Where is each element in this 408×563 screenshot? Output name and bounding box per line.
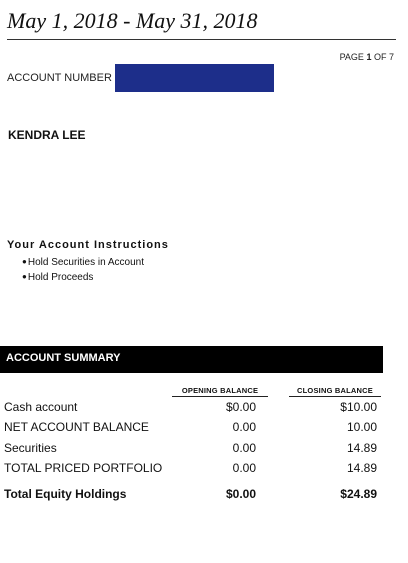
row-label: Total Equity Holdings [4, 487, 127, 501]
header-divider [7, 39, 396, 40]
opening-header-underline [172, 396, 268, 397]
summary-row-securities [0, 441, 408, 459]
page-of: OF [373, 52, 387, 62]
bullet-icon: ● [22, 257, 27, 266]
instructions-title: Your Account Instructions [7, 239, 169, 251]
page-total: 7 [388, 52, 394, 62]
closing-value: 14.89 [346, 441, 377, 455]
page-prefix: PAGE [339, 52, 364, 62]
statement-period: May 1, 2018 - May 31, 2018 [7, 8, 258, 33]
instruction-text: Hold Securities in Account [27, 257, 145, 268]
closing-balance-header: CLOSING BALANCE [297, 386, 373, 395]
account-holder-name: KENDRA LEE [8, 128, 86, 142]
bullet-icon: ● [22, 272, 27, 281]
instruction-text: Hold Proceeds [27, 272, 94, 283]
instructions-list [22, 255, 144, 285]
row-label: Cash account [4, 400, 78, 414]
account-summary-title: ACCOUNT SUMMARY [6, 352, 121, 364]
page-indicator [340, 52, 394, 62]
account-number-label: ACCOUNT NUMBER [7, 72, 112, 84]
account-number-redaction [115, 64, 274, 92]
opening-value: 0.00 [232, 461, 256, 475]
summary-row-total-equity-holdings [0, 487, 408, 505]
opening-value: 0.00 [232, 441, 256, 455]
instruction-item [22, 270, 144, 285]
closing-value: 10.00 [346, 420, 377, 434]
closing-value: 14.89 [346, 461, 377, 475]
page-current: 1 [366, 52, 372, 62]
row-label: Securities [4, 441, 57, 455]
instruction-item [22, 255, 144, 270]
account-summary-header [0, 346, 383, 373]
closing-header-underline [289, 396, 381, 397]
closing-value: $24.89 [340, 487, 377, 501]
summary-row-total-priced-portfolio [0, 461, 408, 479]
summary-row-cash-account [0, 400, 408, 418]
closing-value: $10.00 [340, 400, 377, 414]
opening-balance-header: OPENING BALANCE [181, 386, 259, 395]
row-label: TOTAL PRICED PORTFOLIO [4, 461, 163, 475]
opening-value: $0.00 [225, 400, 256, 414]
opening-value: $0.00 [225, 487, 256, 501]
summary-row-net-account-balance [0, 420, 408, 438]
row-label: NET ACCOUNT BALANCE [4, 420, 149, 434]
opening-value: 0.00 [232, 420, 256, 434]
